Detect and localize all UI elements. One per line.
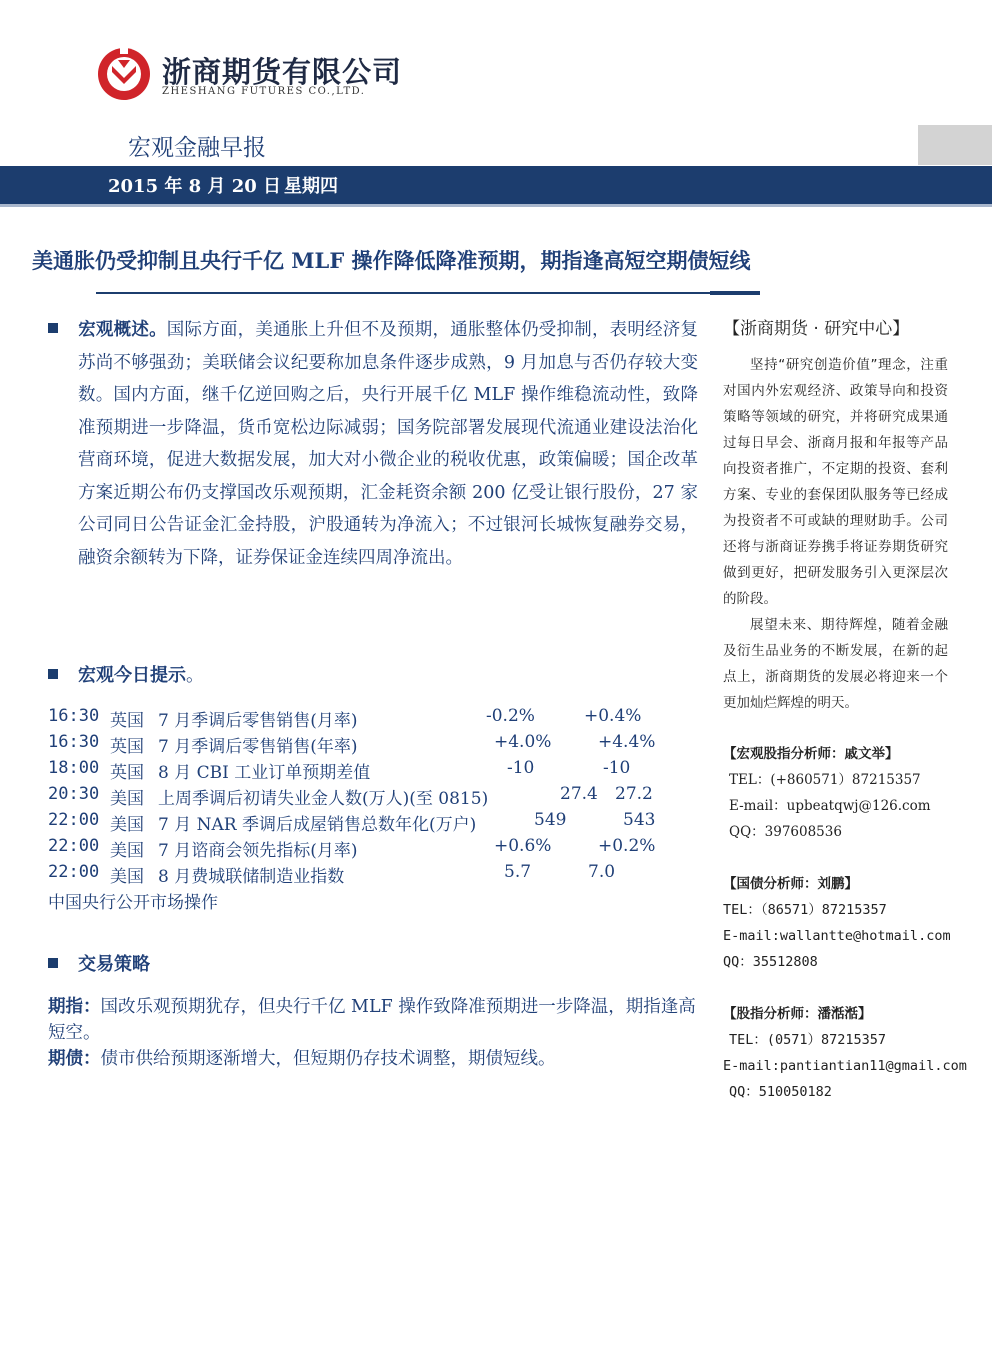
- event-previous: +0.6%: [494, 836, 552, 856]
- event-forecast: +4.4%: [598, 732, 656, 752]
- overview-label: 宏观概述。: [78, 320, 167, 340]
- event-row: [48, 706, 688, 732]
- strategy-index: 期指：国改乐观预期犹存，但央行千亿 MLF 操作致降准预期进一步降温，期指逢高短空。: [48, 997, 696, 1043]
- event-row: [48, 732, 688, 758]
- macro-overview: [78, 314, 698, 574]
- event-forecast: +0.4%: [584, 706, 642, 726]
- event-forecast: 7.0: [588, 862, 616, 882]
- company-name-en: ZHESHANG FUTURES CO.,LTD.: [162, 86, 366, 97]
- overview-text: 国际方面，美通胀上升但不及预期，通胀整体仍受抑制，表明经济复苏尚不够强劲；美联储会议纪要称加息条件逐步成熟，9 月加息与否仍存较大变数。国内方面，继千亿逆回购之后，央行开展千亿 MLF 操作维稳流动性，致降准预期进一步降温，货币宽松边际减弱；国务院部署发展现代流通业建设法治化营商环境，促进大数据发展，加大对小微企业的税收优惠，政策偏暖；国企改革方案近期公布仍支撑国改乐观预期，汇金耗资余额 200 亿受让银行股份，27 家公司同日公告证金汇金持股，沪股通转为净流入；不过银河长城恢复融券交易，融资余额转为下降，证券保证金连续四周净流出。: [78, 320, 699, 568]
- event-row: [48, 836, 688, 862]
- event-country: 美国: [110, 867, 144, 887]
- event-forecast: -10: [603, 758, 631, 778]
- event-previous: 549: [534, 810, 567, 830]
- event-list: [48, 706, 688, 914]
- event-previous: 27.4: [560, 784, 598, 804]
- event-time: 16:30: [48, 732, 100, 752]
- analyst-tel: TEL：(0571）87215357: [729, 1032, 887, 1048]
- event-time: 20:30: [48, 784, 100, 804]
- sidebar-intro-paragraph: 坚持“研究创造价值”理念，注重对国内外宏观经济、政策导向和投资策略等领域的研究，并将研究成果通过每日早会、浙商月报和年报等产品向投资者推广，不定期的投资、套利方案、专业的套保团队服务等已经成为投资者不可或缺的理财助手。公司还将与浙商证券携手将证券期货研究做到更好，把研发服务引入更深层次的阶段。: [723, 357, 948, 607]
- event-name: 上周季调后初请失业金人数(万人)(至 0815): [158, 789, 489, 809]
- event-time: 22:00: [48, 862, 100, 882]
- bullet-square-icon: [48, 323, 58, 333]
- company-name-cn: 浙商期货有限公司: [162, 55, 403, 89]
- event-forecast: 543: [623, 810, 656, 830]
- pboc-operation-label: 中国央行公开市场操作: [48, 893, 218, 913]
- report-title: 宏观金融早报: [128, 135, 266, 161]
- company-logo-icon: [96, 46, 152, 102]
- headline-divider-accent: [710, 291, 760, 295]
- event-country: 美国: [110, 789, 144, 809]
- strategy-section-heading: 交易策略: [48, 950, 150, 976]
- sidebar-intro: [723, 352, 948, 716]
- event-previous: -10: [507, 758, 535, 778]
- report-weekday: 星期四: [284, 176, 338, 197]
- header-gray-block: [918, 125, 992, 165]
- event-previous: 5.7: [504, 862, 532, 882]
- event-name: 8 月 CBI 工业订单预期差值: [158, 763, 371, 783]
- headline: 美通胀仍受抑制且央行千亿 MLF 操作降低降准预期，期指逢高短空期债短线: [32, 248, 751, 273]
- analyst-card: [723, 1001, 983, 1105]
- event-name: 8 月费城联储制造业指数: [158, 867, 345, 887]
- event-previous: -0.2%: [486, 706, 535, 726]
- event-country: 英国: [110, 763, 144, 783]
- today-section-heading: 宏观今日提示。: [48, 661, 204, 687]
- analyst-tel: TEL：（86571）87215357: [723, 902, 887, 918]
- bullet-square-icon: [48, 958, 58, 968]
- analyst-qq: QQ：35512808: [723, 954, 818, 970]
- analyst-name: 【宏观股指分析师：戚文举】: [723, 746, 899, 762]
- event-time: 18:00: [48, 758, 100, 778]
- event-forecast: +0.2%: [598, 836, 656, 856]
- strategy-body: [48, 994, 698, 1072]
- analyst-tel: TEL：(+860571）87215357: [729, 772, 921, 788]
- strategy-bond: 期债：债市供给预期逐渐增大，但短期仍存技术调整，期债短线。: [48, 1049, 556, 1069]
- event-country: 英国: [110, 711, 144, 731]
- analyst-card: [723, 741, 983, 845]
- analyst-email: E-mail：upbeatqwj@126.com: [729, 798, 931, 814]
- report-date: 2015 年 8 月 20 日: [108, 176, 282, 197]
- analyst-email: E-mail:wallantte@hotmail.com: [723, 928, 951, 944]
- event-forecast: 27.2: [615, 784, 653, 804]
- event-country: 美国: [110, 815, 144, 835]
- analyst-name: 【国债分析师：刘鹏】: [723, 876, 858, 892]
- analyst-qq: QQ：397608536: [729, 824, 842, 840]
- sidebar-intro-paragraph: 展望未来、期待辉煌，随着金融及衍生品业务的不断发展，在新的起点上，浙商期货的发展必将迎来一个更加灿烂辉煌的明天。: [723, 617, 948, 711]
- event-country: 英国: [110, 737, 144, 757]
- analyst-card: [723, 871, 983, 975]
- date-bar: [0, 166, 992, 207]
- headline-divider: [96, 292, 710, 294]
- event-time: 22:00: [48, 810, 100, 830]
- bullet-square-icon: [48, 669, 58, 679]
- event-row: [48, 784, 688, 810]
- event-row: [48, 810, 688, 836]
- event-name: 7 月季调后零售销售(年率): [158, 737, 358, 757]
- event-row: [48, 862, 688, 888]
- event-time: 16:30: [48, 706, 100, 726]
- sidebar-title: 【浙商期货 · 研究中心】: [723, 319, 910, 339]
- event-row: [48, 758, 688, 784]
- analyst-name: 【股指分析师：潘湉湉】: [723, 1006, 872, 1022]
- event-name: 7 月 NAR 季调后成屋销售总数年化(万户): [158, 815, 477, 835]
- event-country: 美国: [110, 841, 144, 861]
- analyst-email: E-mail:pantiantian11@gmail.com: [723, 1058, 967, 1074]
- event-previous: +4.0%: [494, 732, 552, 752]
- analyst-qq: QQ：510050182: [729, 1084, 832, 1100]
- event-name: 7 月季调后零售销售(月率): [158, 711, 358, 731]
- event-time: 22:00: [48, 836, 100, 856]
- event-name: 7 月谘商会领先指标(月率): [158, 841, 358, 861]
